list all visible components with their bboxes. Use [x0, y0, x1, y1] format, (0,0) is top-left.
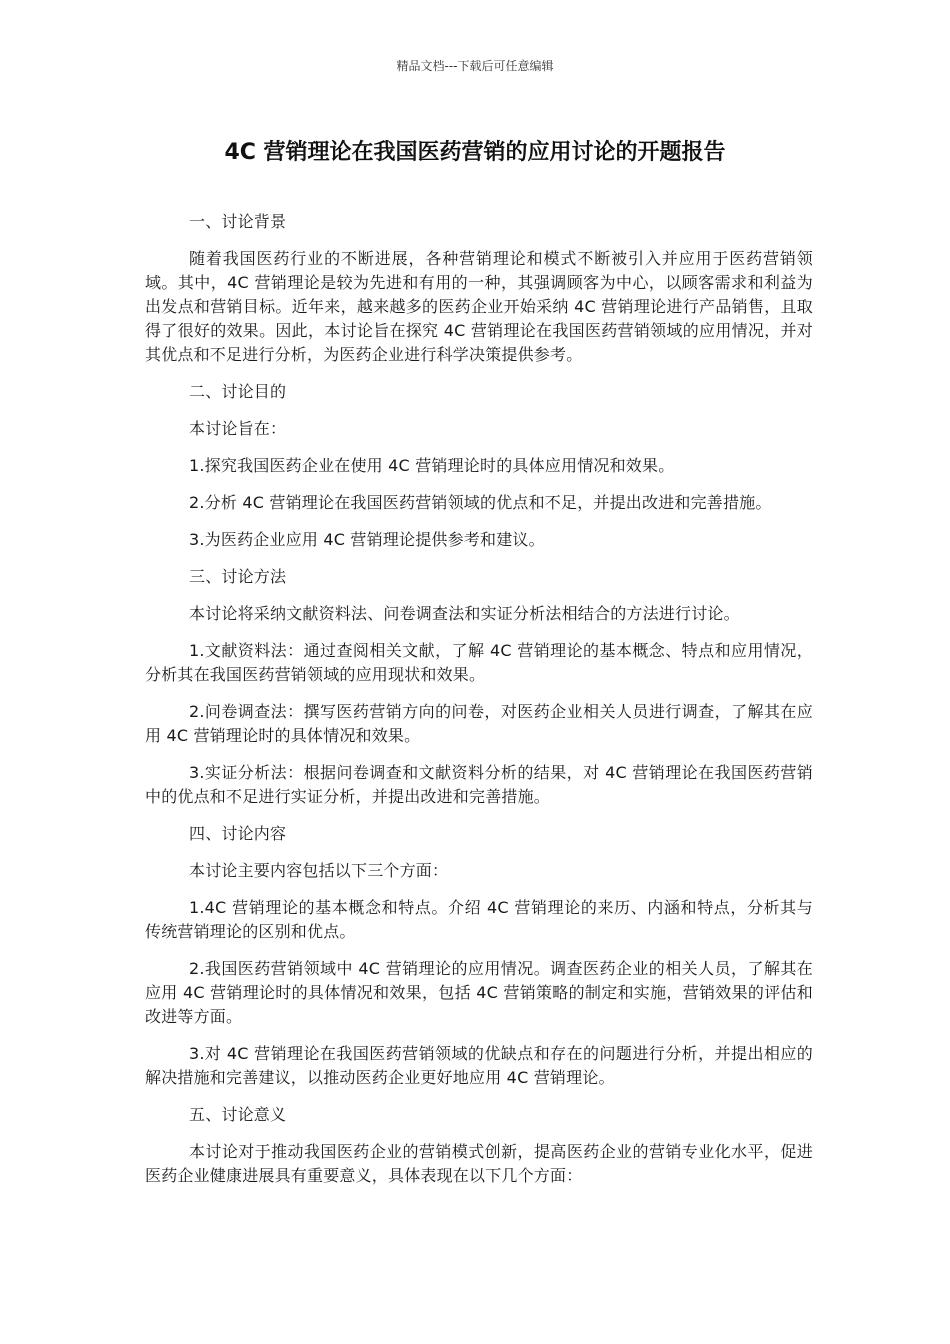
paragraph-background: 随着我国医药行业的不断进展，各种营销理论和模式不断被引入并应用于医药营销领域。其中，4C 营销理论是较为先进和有用的一种，其强调顾客为中心，以顾客需求和利益为出发点和营销目标。近年来，越来越多的医药企业开始采纳 4C 营销理论进行产品销售，且取得了很好的效果。因此，本讨论旨在探究 4C 营销理论在我国医药营销领域的应用情况，并对其优点和不足进行分析，为医药企业进行科学决策提供参考。 [145, 249, 813, 364]
section-heading-method: 三、讨论方法 [189, 567, 287, 586]
list-item-content-1: 1.4C 营销理论的基本概念和特点。介绍 4C 营销理论的来历、内涵和特点，分析其与传统营销理论的区别和优点。 [145, 898, 813, 941]
list-item-purpose-3: 3.为医药企业应用 4C 营销理论提供参考和建议。 [189, 530, 545, 549]
paragraph-method-intro: 本讨论将采纳文献资料法、问卷调查法和实证分析法相结合的方法进行讨论。 [189, 604, 740, 623]
paragraph-purpose-intro: 本讨论旨在： [189, 419, 287, 438]
section-heading-purpose: 二、讨论目的 [189, 382, 287, 401]
list-item-purpose-1: 1.探究我国医药企业在使用 4C 营销理论时的具体应用情况和效果。 [189, 456, 675, 475]
section-heading-content: 四、讨论内容 [189, 824, 287, 843]
section-heading-significance: 五、讨论意义 [189, 1105, 287, 1124]
list-item-method-1: 1.文献资料法：通过查阅相关文献，了解 4C 营销理论的基本概念、特点和应用情况，分析其在我国医药营销领域的应用现状和效果。 [145, 641, 813, 684]
list-item-content-3: 3.对 4C 营销理论在我国医药营销领域的优缺点和存在的问题进行分析，并提出相应的解决措施和完善建议，以推动医药企业更好地应用 4C 营销理论。 [145, 1044, 813, 1087]
list-item-purpose-2: 2.分析 4C 营销理论在我国医药营销领域的优点和不足，并提出改进和完善措施。 [189, 493, 772, 512]
list-item-method-3: 3.实证分析法：根据问卷调查和文献资料分析的结果，对 4C 营销理论在我国医药营销中的优点和不足进行实证分析，并提出改进和完善措施。 [145, 763, 813, 806]
document-title: 4C 营销理论在我国医药营销的应用讨论的开题报告 [224, 140, 726, 165]
list-item-method-2: 2.问卷调查法：撰写医药营销方向的问卷，对医药企业相关人员进行调查，了解其在应用 4C 营销理论时的具体情况和效果。 [145, 702, 813, 745]
paragraph-content-intro: 本讨论主要内容包括以下三个方面： [189, 861, 449, 880]
list-item-content-2: 2.我国医药营销领域中 4C 营销理论的应用情况。调查医药企业的相关人员，了解其在应用 4C 营销理论时的具体情况和效果，包括 4C 营销策略的制定和实施，营销效果的评估和改进等方面。 [145, 959, 813, 1026]
header-note: 精品文档---下载后可任意编辑 [396, 59, 554, 73]
section-heading-background: 一、讨论背景 [189, 212, 287, 231]
document-body [145, 210, 813, 1201]
paragraph-significance: 本讨论对于推动我国医药企业的营销模式创新，提高医药企业的营销专业化水平，促进医药企业健康进展具有重要意义，具体表现在以下几个方面： [145, 1142, 813, 1185]
